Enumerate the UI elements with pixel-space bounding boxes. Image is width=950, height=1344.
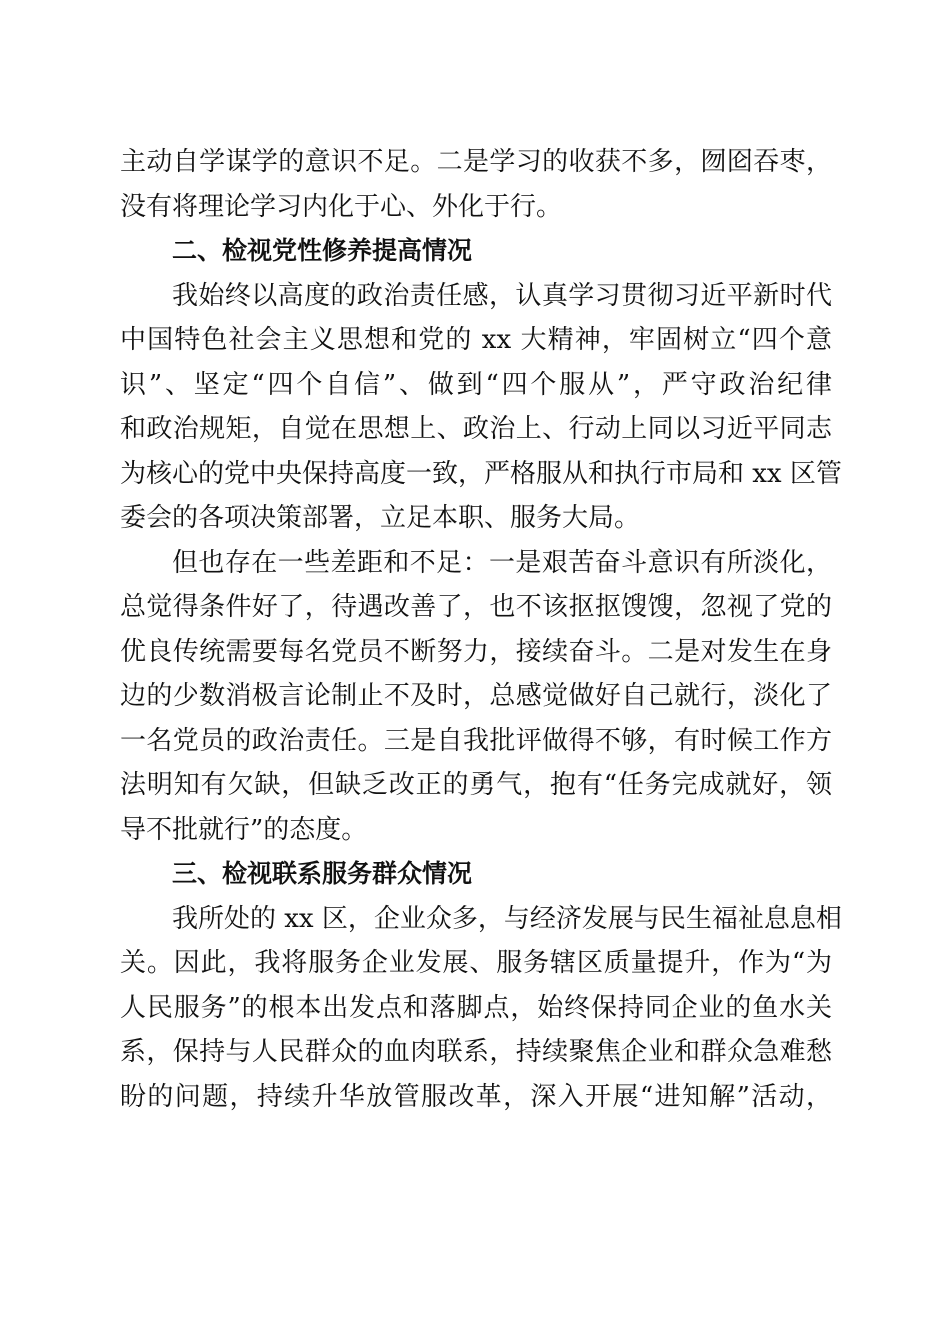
text-line: 优良传统需要每名党员不断努力，接续奋斗。二是对发生在身 bbox=[120, 636, 832, 667]
text-line: 为核心的党中央保持高度一致，严格服从和执行市局和 xx 区管 bbox=[120, 458, 842, 489]
text-line: 总觉得条件好了，待遇改善了，也不该抠抠馊馊，忽视了党的 bbox=[120, 592, 832, 622]
text-line: 导不批就行”的态度。 bbox=[120, 814, 368, 845]
section-heading: 二、检视党性修养提高情况 bbox=[172, 236, 473, 265]
text-line: 一名党员的政治责任。三是自我批评做得不够，有时候工作方 bbox=[120, 725, 832, 756]
text-line: 盼的问题，持续升华放管服改革，深入开展“进知解”活动， bbox=[120, 1081, 832, 1112]
text-line: 中国特色社会主义思想和党的 xx 大精神，牢固树立“四个意 bbox=[120, 325, 832, 355]
text-line: 委会的各项决策部署，立足本职、服务大局。 bbox=[120, 503, 641, 533]
text-line: 我始终以高度的政治责任感，认真学习贯彻习近平新时代 bbox=[172, 280, 832, 311]
text-line: 和政治规矩，自觉在思想上、政治上、行动上同以习近平同志 bbox=[120, 414, 832, 444]
text-line: 没有将理论学习内化于心、外化于行。 bbox=[120, 191, 563, 222]
text-line: 但也存在一些差距和不足：一是艰苦奋斗意识有所淡化， bbox=[172, 547, 832, 578]
text-line: 系，保持与人民群众的血肉联系，持续聚焦企业和群众急难愁 bbox=[120, 1037, 832, 1067]
text-line: 我所处的 xx 区，企业众多，与经济发展与民生福祉息息相 bbox=[172, 903, 842, 934]
text-line: 边的少数消极言论制止不及时，总感觉做好自己就行，淡化了 bbox=[120, 681, 832, 711]
document-body bbox=[120, 140, 842, 1119]
text-line: 人民服务”的根本出发点和落脚点，始终保持同企业的鱼水关 bbox=[120, 992, 832, 1023]
section-heading: 三、检视联系服务群众情况 bbox=[172, 859, 473, 888]
text-line: 识”、坚定“四个自信”、做到“四个服从”，严守政治纪律 bbox=[120, 369, 832, 400]
text-line: 主动自学谋学的意识不足。二是学习的收获不多，囫囵吞枣， bbox=[120, 147, 832, 177]
text-line: 关。因此，我将服务企业发展、服务辖区质量提升，作为“为 bbox=[120, 948, 832, 978]
text-line: 法明知有欠缺，但缺乏改正的勇气，抱有“任务完成就好，领 bbox=[120, 770, 832, 800]
